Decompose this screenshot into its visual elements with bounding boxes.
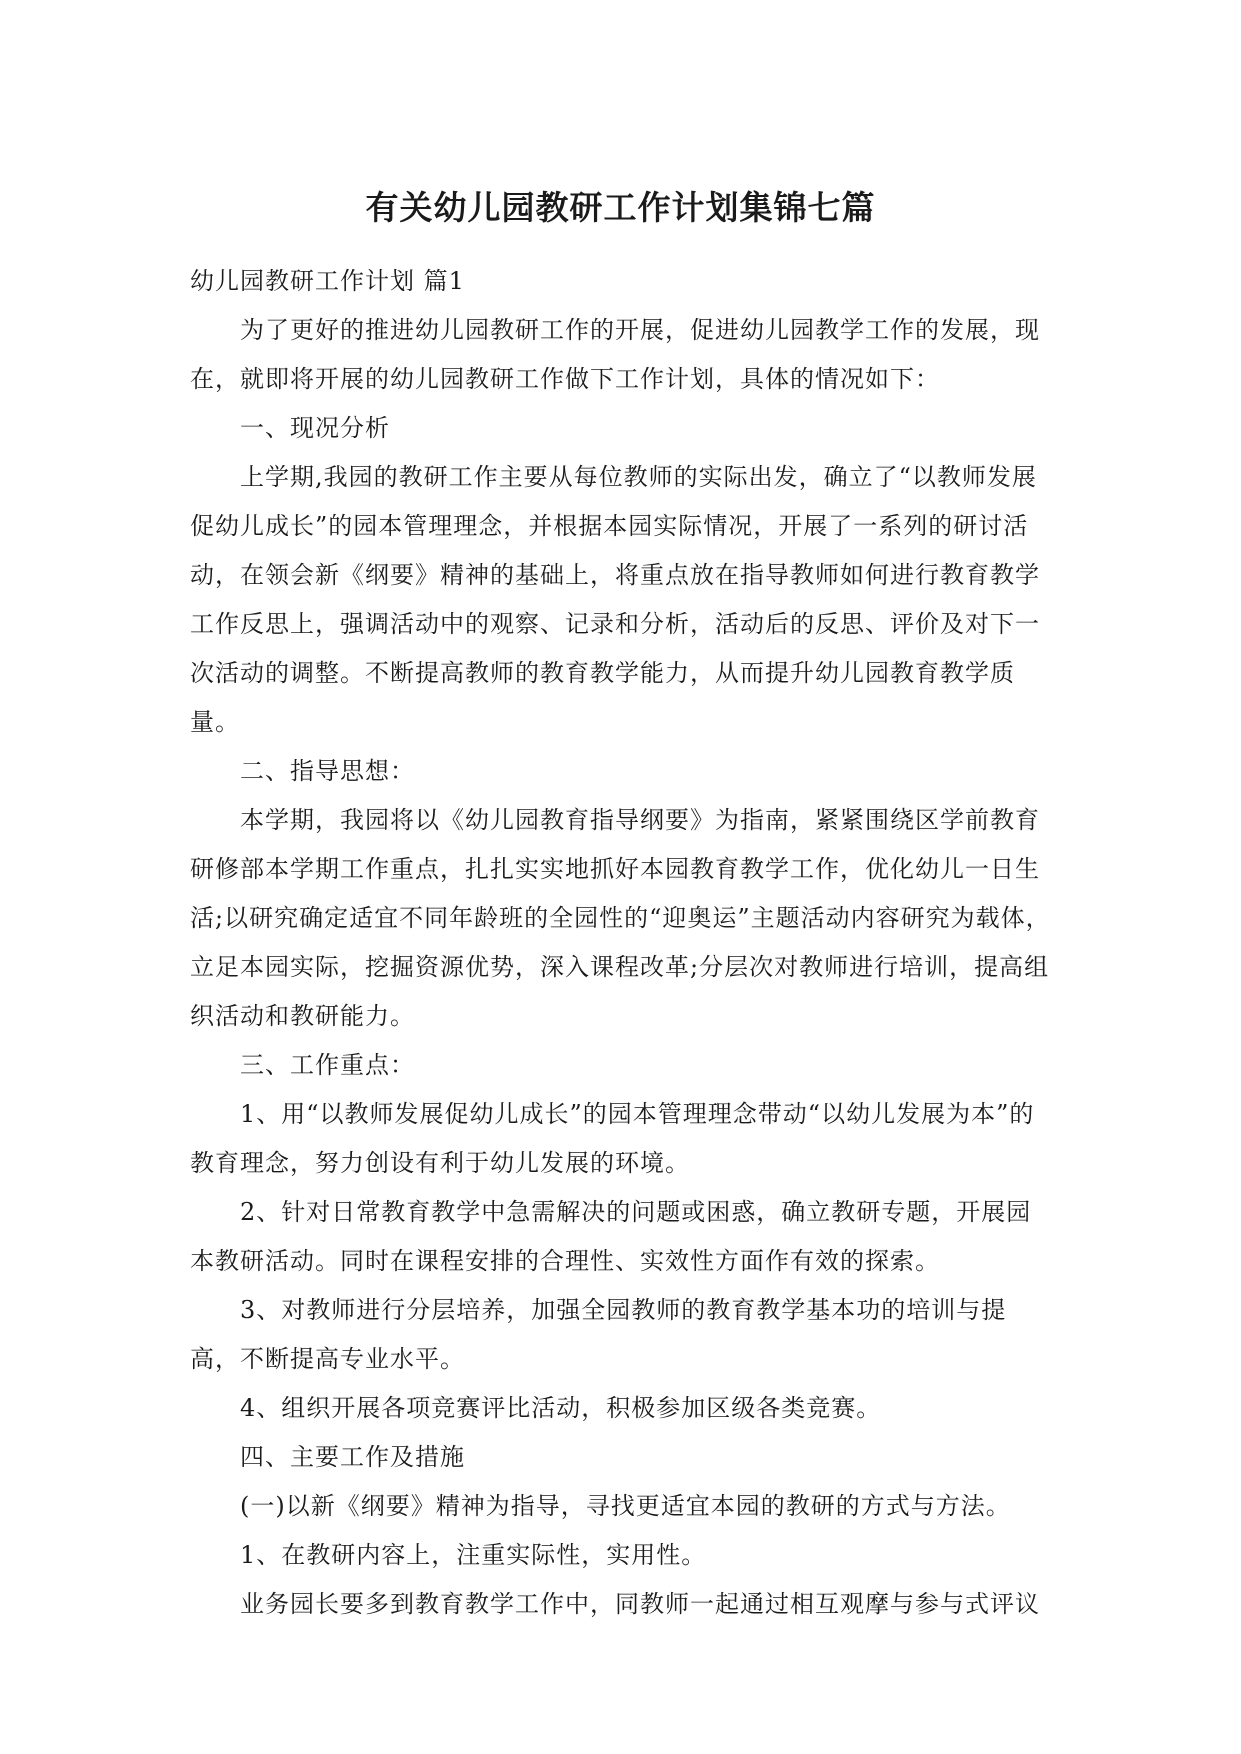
- document-body: [190, 257, 1056, 1629]
- paragraph: 三、工作重点：: [240, 1051, 415, 1079]
- paragraph: 上学期,我园的教研工作主要从每位教师的实际出发，确立了“以教师发展促幼儿成长”的园本管理理念，并根据本园实际情况，开展了一系列的研讨活动，在领会新《纲要》精神的基础上，将重点放在指导教师如何进行教育教学工作反思上，强调活动中的观察、记录和分析，活动后的反思、评价及对下一次活动的调整。不断提高教师的教育教学能力，从而提升幼儿园教育教学质量。: [190, 463, 1040, 736]
- paragraph: 3、对教师进行分层培养，加强全园教师的教育教学基本功的培训与提高，不断提高专业水平。: [190, 1296, 1007, 1373]
- paragraph: 四、主要工作及措施: [240, 1443, 465, 1471]
- paragraph: (一)以新《纲要》精神为指导，寻找更适宜本园的教研的方式与方法。: [240, 1492, 1011, 1520]
- paragraph: 4、组织开展各项竞赛评比活动，积极参加区级各类竞赛。: [240, 1394, 882, 1422]
- paragraph: 一、现况分析: [240, 414, 390, 442]
- paragraph: 本学期，我园将以《幼儿园教育指导纲要》为指南，紧紧围绕区学前教育研修部本学期工作重点，扎扎实实地抓好本园教育教学工作，优化幼儿一日生活;以研究确定适宜不同年龄班的全园性的“迎奥运”主题活动内容研究为载体，立足本园实际，挖掘资源优势，深入课程改革;分层次对教师进行培训，提高组织活动和教研能力。: [190, 806, 1051, 1030]
- paragraph: 1、在教研内容上，注重实际性，实用性。: [240, 1541, 707, 1569]
- paragraph: 1、用“以教师发展促幼儿成长”的园本管理理念带动“以幼儿发展为本”的教育理念，努力创设有利于幼儿发展的环境。: [190, 1100, 1035, 1177]
- section-heading: 幼儿园教研工作计划 篇1: [190, 267, 465, 295]
- paragraph: 为了更好的推进幼儿园教研工作的开展，促进幼儿园教学工作的发展，现在，就即将开展的幼儿园教研工作做下工作计划，具体的情况如下：: [190, 316, 1040, 393]
- paragraph: 2、针对日常教育教学中急需解决的问题或困惑，确立教研专题，开展园本教研活动。同时在课程安排的合理性、实效性方面作有效的探索。: [190, 1198, 1032, 1275]
- paragraph: 二、指导思想：: [240, 757, 415, 785]
- document-title: 有关幼儿园教研工作计划集锦七篇: [365, 188, 876, 227]
- paragraph: 业务园长要多到教育教学工作中，同教师一起通过相互观摩与参与式评议: [240, 1590, 1040, 1618]
